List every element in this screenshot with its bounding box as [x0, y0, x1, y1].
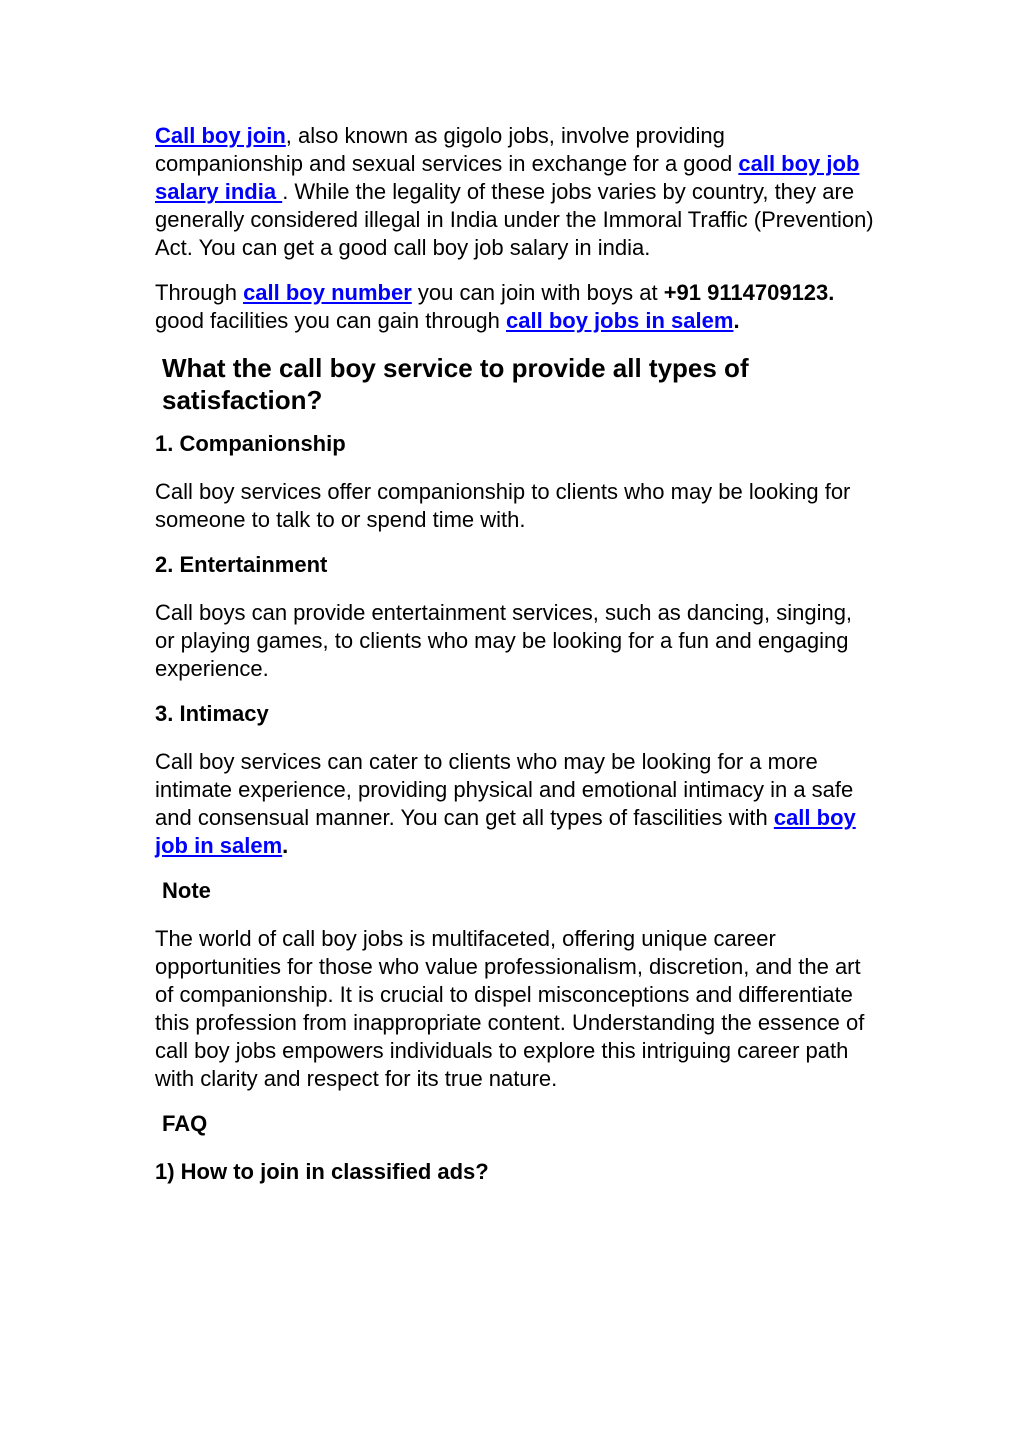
section-body-entertainment: Call boys can provide entertainment services, such as dancing, singing, or playing games, to clients who may be looking for a fun and engaging experience. [155, 600, 853, 681]
section-body-companionship: Call boy services offer companionship to clients who may be looking for someone to talk to or spend time with. [155, 479, 851, 532]
note-heading: Note [162, 878, 211, 903]
note-body: The world of call boy jobs is multifaceted, offering unique career opportunities for those who value professionalism, discretion, and the art of companionship. It is crucial to dispel misconceptions and differentiate this profession from inappropriate content. Understanding the essence of call boy jobs empowers individuals to explore this intriguing career path with clarity and respect for its true nature. [155, 926, 865, 1091]
call-boy-number-link[interactable]: call boy number [243, 280, 412, 305]
intro-text-1: , also known as gigolo jobs, involve providing companionship and sexual services in exchange for a good [155, 123, 739, 176]
contact-text-3: good facilities you can gain through [155, 308, 507, 333]
job-in-salem-link[interactable]: call boy job in salem [155, 805, 856, 858]
intimacy-text-end: . [282, 833, 289, 858]
contact-text-end: . [733, 308, 740, 333]
section-title-entertainment: 2. Entertainment [155, 552, 328, 577]
call-boy-join-link[interactable]: Call boy join [155, 123, 286, 148]
contact-paragraph [155, 279, 874, 335]
section-title-intimacy: 3. Intimacy [155, 701, 269, 726]
section-title-companionship: 1. Companionship [155, 431, 346, 456]
intimacy-text: Call boy services can cater to clients who may be looking for a more intimate experience, providing physical and emotional intimacy in a safe and consensual manner. You can get all types of fascilities with [155, 749, 854, 830]
intro-paragraph [155, 122, 874, 262]
contact-text-2: you can join with boys at [411, 280, 664, 305]
intro-text-2: . While the legality of these jobs varies by country, they are generally considered illegal in India under the Immoral Traffic (Prevention) Act. You can get a good call boy job salary in india. [155, 179, 874, 260]
salary-india-link[interactable]: call boy job salary india [155, 151, 860, 204]
section-body-intimacy [155, 748, 874, 860]
faq-heading: FAQ [162, 1111, 208, 1136]
jobs-in-salem-link[interactable]: call boy jobs in salem [506, 308, 734, 333]
contact-text-1: Through [155, 280, 244, 305]
phone-number: +91 9114709123. [663, 280, 835, 305]
faq-question-1: 1) How to join in classified ads? [155, 1159, 489, 1184]
main-heading: What the call boy service to provide all types of satisfaction? [162, 353, 749, 415]
